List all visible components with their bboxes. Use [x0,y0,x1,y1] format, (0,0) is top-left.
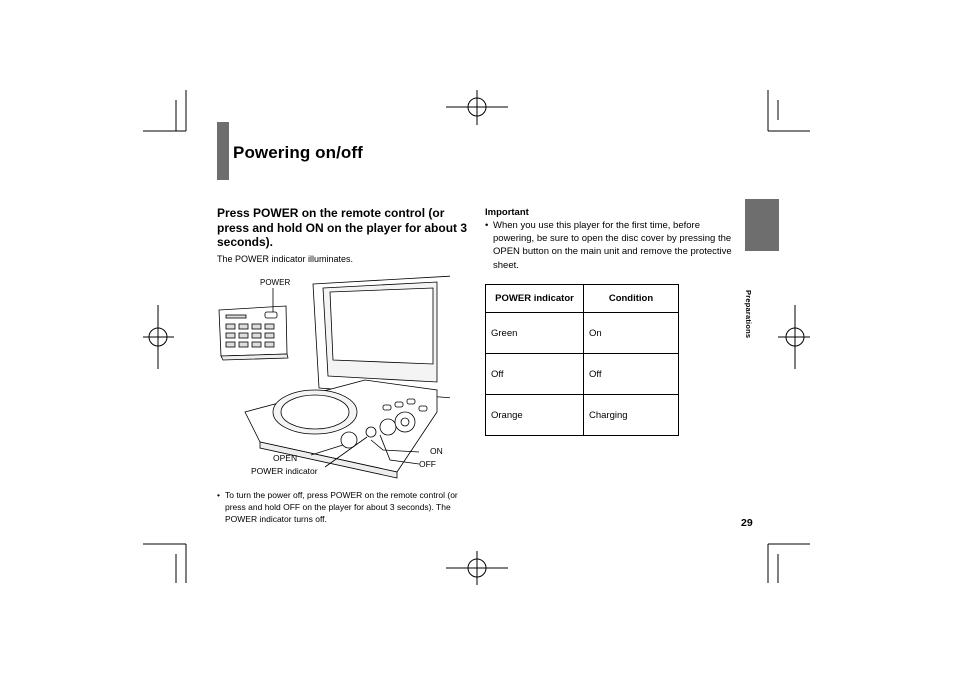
table-cell: Off [486,354,584,395]
table-header-row [486,285,679,313]
page-number: 29 [741,517,753,529]
indicator-table [485,284,679,436]
title-accent-bar [217,122,229,180]
player-lid [313,276,450,398]
table-row [486,354,679,395]
player-base [245,380,437,478]
page-title: Powering on/off [233,143,363,162]
power-off-note [217,489,479,525]
on-off-switch [380,419,396,435]
player-illustration [215,272,450,482]
step-instruction: Press POWER on the remote control (or press and hold ON on the player for about 3 seconds). [217,206,468,249]
table-cell: On [584,313,679,354]
important-heading: Important [485,207,529,218]
bullet-marker: • [485,220,489,231]
table-row [486,313,679,354]
label-on: ON [430,446,443,456]
bullet-marker: • [217,490,220,500]
registration-mark-right [778,305,810,369]
screen [330,288,433,364]
power-off-note-text: To turn the power off, press POWER on the remote control (or press and hold OFF on the player for about 3 seconds). The POWER indicator turns off. [225,490,458,524]
label-power: POWER [260,278,291,287]
registration-mark-bottom [446,551,508,585]
step-result: The POWER indicator illuminates. [217,254,354,264]
registration-mark-top [446,90,508,125]
remote-control [219,306,288,360]
table-cell: Orange [486,395,584,436]
table-cell: Off [584,354,679,395]
table-header-cell: POWER indicator [486,285,584,313]
power-indicator-lamp [366,427,376,437]
important-note-text: When you use this player for the first time, before powering, be sure to open the disc cover by pressing the OPEN button on the main unit and remove the protective sheet. [493,220,732,271]
label-power-indicator: POWER indicator [251,466,318,476]
remote-power-button [265,312,277,318]
section-tab-marker [745,199,779,251]
registration-mark-left [143,305,174,369]
label-open: OPEN [273,453,298,463]
table-header-cell: Condition [584,285,679,313]
table-cell: Green [486,313,584,354]
label-off: OFF [419,459,436,469]
section-tab-label: Preparations [744,290,753,339]
table-cell: Charging [584,395,679,436]
important-note [485,219,735,272]
table-row [486,395,679,436]
